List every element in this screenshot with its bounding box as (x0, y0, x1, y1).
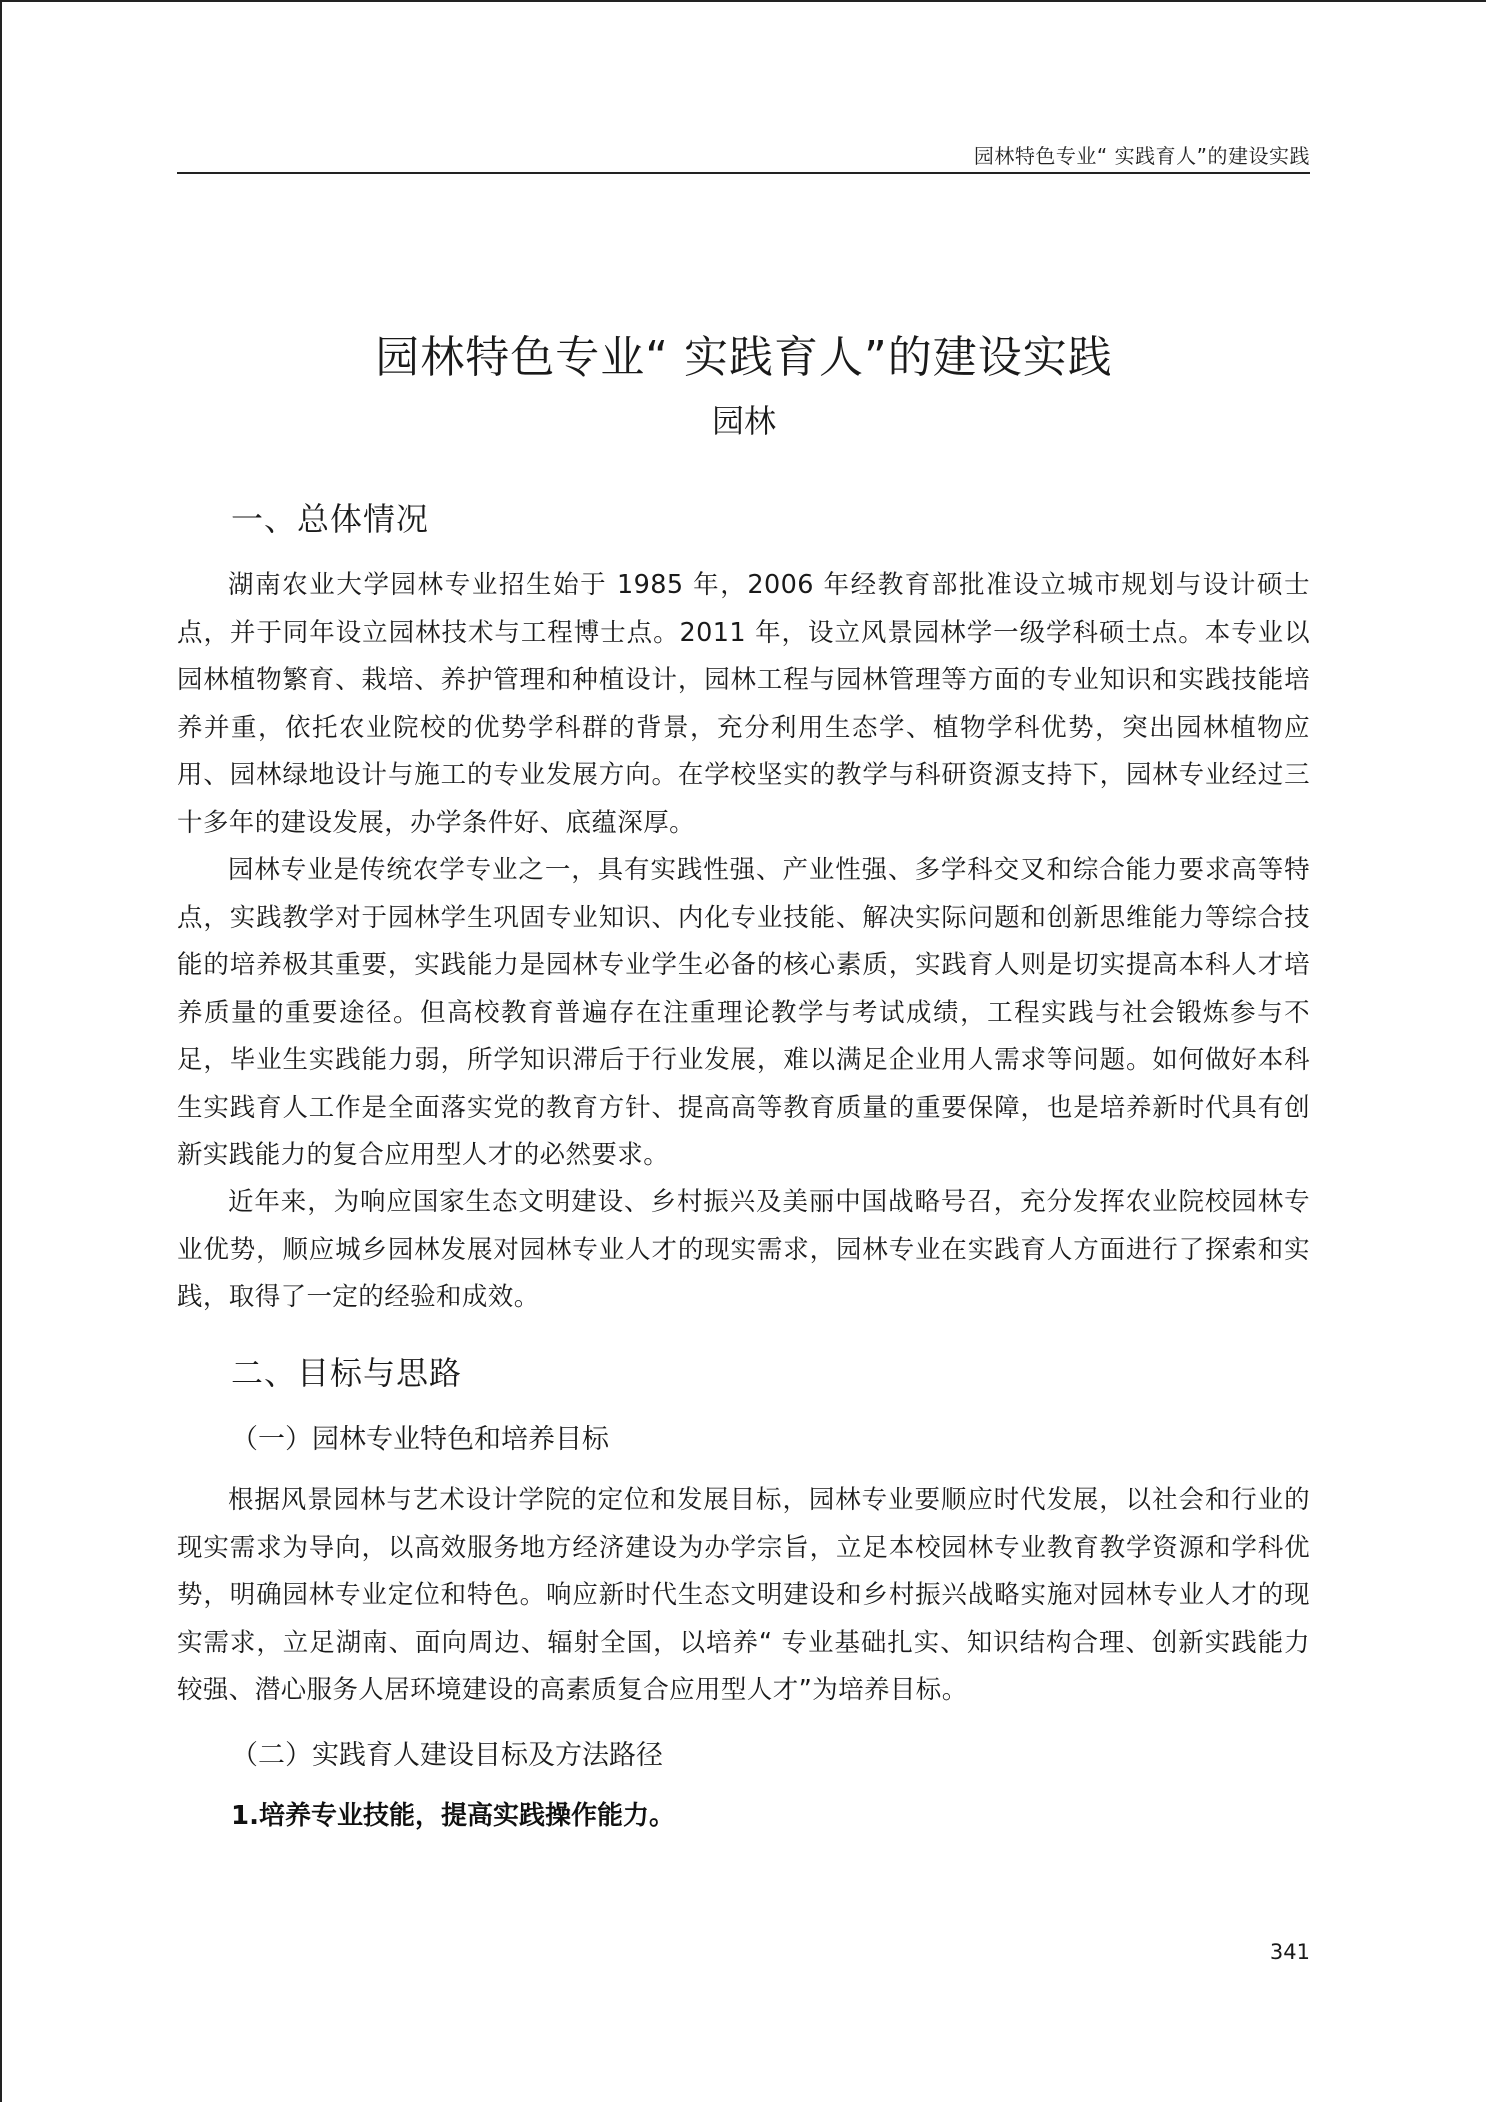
bold-item-skills: 1.培养专业技能，提高实践操作能力。 (231, 1801, 675, 1831)
section-heading-overview: 一、总体情况 (231, 500, 430, 538)
subsection-heading-training-goals: （一）园林专业特色和培养目标 (231, 1424, 609, 1455)
section-heading-goals: 二、目标与思路 (231, 1354, 463, 1392)
page-number: 341 (1269, 1940, 1310, 1964)
subsection-heading-practice-goals: （二）实践育人建设目标及方法路径 (231, 1740, 663, 1771)
paragraph-training-goals: 根据风景园林与艺术设计学院的定位和发展目标，园林专业要顺应时代发展，以社会和行业的现实需求为导向，以高效服务地方经济建设为办学宗旨，立足本校园林专业教育教学资源和学科优势，明确园林专业定位和特色。响应新时代生态文明建设和乡村振兴战略实施对园林专业人才的现实需求，立足湖南、面向周边、辐射全国，以培养“ 专业基础扎实、知识结构合理、创新实践能力较强、潜心服务人居环境建设的高素质复合应用型人才”为培养目标。 (177, 1485, 1310, 1705)
document-author: 园林 (711, 402, 776, 440)
paragraph-overview-1: 湖南农业大学园林专业招生始于 1985 年，2006 年经教育部批准设立城市规划与设计硕士点，并于同年设立园林技术与工程博士点。2011 年，设立风景园林学一级学科硕士点。本专业以园林植物繁育、栽培、养护管理和种植设计，园林工程与园林管理等方面的专业知识和实践技能培养并重，依托农业院校的优势学科群的背景，充分利用生态学、植物学科优势，突出园林植物应用、园林绿地设计与施工的专业发展方向。在学校坚实的教学与科研资源支持下，园林专业经过三十多年的建设发展，办学条件好、底蕴深厚。 (177, 570, 1310, 838)
paragraph-overview-2: 园林专业是传统农学专业之一，具有实践性强、产业性强、多学科交叉和综合能力要求高等特点，实践教学对于园林学生巩固专业知识、内化专业技能、解决实际问题和创新思维能力等综合技能的培养极其重要，实践能力是园林专业学生必备的核心素质，实践育人则是切实提高本科人才培养质量的重要途径。但高校教育普遍存在注重理论教学与考试成绩，工程实践与社会锻炼参与不足，毕业生实践能力弱，所学知识滞后于行业发展，难以满足企业用人需求等问题。如何做好本科生实践育人工作是全面落实党的教育方针、提高高等教育质量的重要保障，也是培养新时代具有创新实践能力的复合应用型人才的必然要求。 (177, 855, 1310, 1170)
document-title: 园林特色专业“ 实践育人”的建设实践 (375, 332, 1113, 384)
running-header-title: 园林特色专业“ 实践育人”的建设实践 (973, 144, 1310, 168)
running-header (177, 138, 1310, 174)
paragraph-overview-3: 近年来，为响应国家生态文明建设、乡村振兴及美丽中国战略号召，充分发挥农业院校园林专业优势，顺应城乡园林发展对园林专业人才的现实需求，园林专业在实践育人方面进行了探索和实践，取得了一定的经验和成效。 (177, 1187, 1310, 1312)
